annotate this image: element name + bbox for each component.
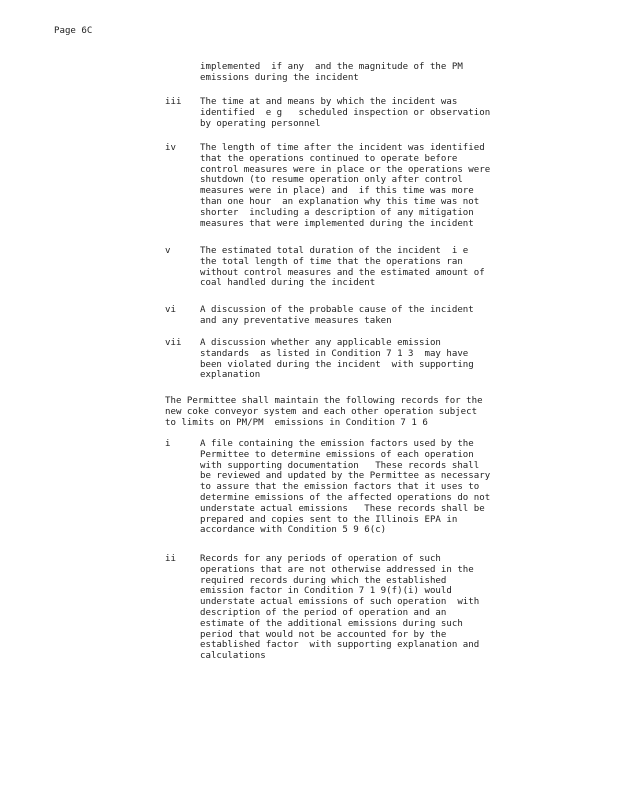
text-line: to assure that the emission factors that it uses to <box>200 482 480 493</box>
text-line: be reviewed and updated by the Permittee as necessary <box>200 471 491 482</box>
text-line: A discussion of the probable cause of the incident <box>200 305 474 315</box>
text-line: determine emissions of the affected operations do not <box>200 492 491 503</box>
text-line: than one hour an explanation why this time was not <box>200 196 480 207</box>
item-number: iii <box>165 97 182 107</box>
text-line: emissions during the incident <box>200 72 359 83</box>
text-line: emission factor in Condition 7 1 9(f)(i) would <box>200 586 452 597</box>
text-line: description of the period of operation and an <box>200 607 447 618</box>
text-line: been violated during the incident with supporting <box>200 359 474 370</box>
item-number: vi <box>165 305 176 315</box>
text-line: A discussion whether any applicable emission <box>200 338 441 348</box>
text-line: understate actual emissions of such operation with <box>200 597 480 608</box>
text-line: control measures were in place or the operations were <box>200 164 491 175</box>
text-line: shutdown (to resume operation only after control <box>200 175 463 186</box>
text-line: The time at and means by which the incident was <box>200 97 458 107</box>
text-line: and any preventative measures taken <box>200 315 392 326</box>
text-line: The Permittee shall maintain the following records for the <box>165 396 483 406</box>
item-body <box>200 246 540 289</box>
text-line: new coke conveyor system and each other operation subject <box>165 406 478 417</box>
text-line: coal handled during the incident <box>200 278 376 289</box>
text-line: The length of time after the incident was identified <box>200 143 485 153</box>
item-body <box>200 554 540 662</box>
item-body <box>200 97 540 129</box>
page-number: Page 6C <box>54 26 93 36</box>
text-line: Records for any periods of operation of such <box>200 554 441 564</box>
text-line: the total length of time that the operations ran <box>200 256 463 267</box>
text-line: by operating personnel <box>200 118 321 129</box>
text-line: operations that are not otherwise addressed in the <box>200 564 474 575</box>
text-line: calculations <box>200 651 266 662</box>
text-line: shorter including a description of any mitigation <box>200 207 474 218</box>
item-body <box>200 439 540 536</box>
item-number: ii <box>165 554 176 564</box>
text-line: A file containing the emission factors used by the <box>200 439 474 449</box>
text-line: established factor with supporting explanation and <box>200 640 480 651</box>
text-line: accordance with Condition 5 9 6(c) <box>200 525 387 536</box>
text-line: identified e g scheduled inspection or observation <box>200 107 491 118</box>
item-number: vii <box>165 338 182 348</box>
text-line: estimate of the additional emissions during such <box>200 618 463 629</box>
text-line: standards as listed in Condition 7 1 3 may have <box>200 348 469 359</box>
text-line: measures that were implemented during the incident <box>200 218 474 229</box>
text-line: required records during which the established <box>200 575 447 586</box>
text-line: with supporting documentation These records shall <box>200 460 480 471</box>
text-line: period that would not be accounted for by the <box>200 629 447 640</box>
text-line: that the operations continued to operate before <box>200 153 458 164</box>
text-line: Permittee to determine emissions of each operation <box>200 449 474 460</box>
item-number: v <box>165 246 171 256</box>
text-line: The estimated total duration of the incident i e <box>200 246 469 256</box>
records-paragraph <box>165 396 545 428</box>
item-body <box>200 338 540 381</box>
item-body <box>200 143 540 229</box>
text-line: explanation <box>200 370 261 381</box>
item-number: i <box>165 439 171 449</box>
text-line: implemented if any and the magnitude of the PM <box>200 62 463 72</box>
text-line: prepared and copies sent to the Illinois EPA in <box>200 514 458 525</box>
item-body <box>200 305 540 327</box>
text-line: without control measures and the estimated amount of <box>200 267 485 278</box>
text-line: to limits on PM/PM emissions in Condition 7 1 6 <box>165 417 428 428</box>
item-number: iv <box>165 143 176 153</box>
text-line: measures were in place) and if this time was more <box>200 186 474 197</box>
text-line: understate actual emissions These records shall be <box>200 503 485 514</box>
continuation-body <box>200 62 540 84</box>
